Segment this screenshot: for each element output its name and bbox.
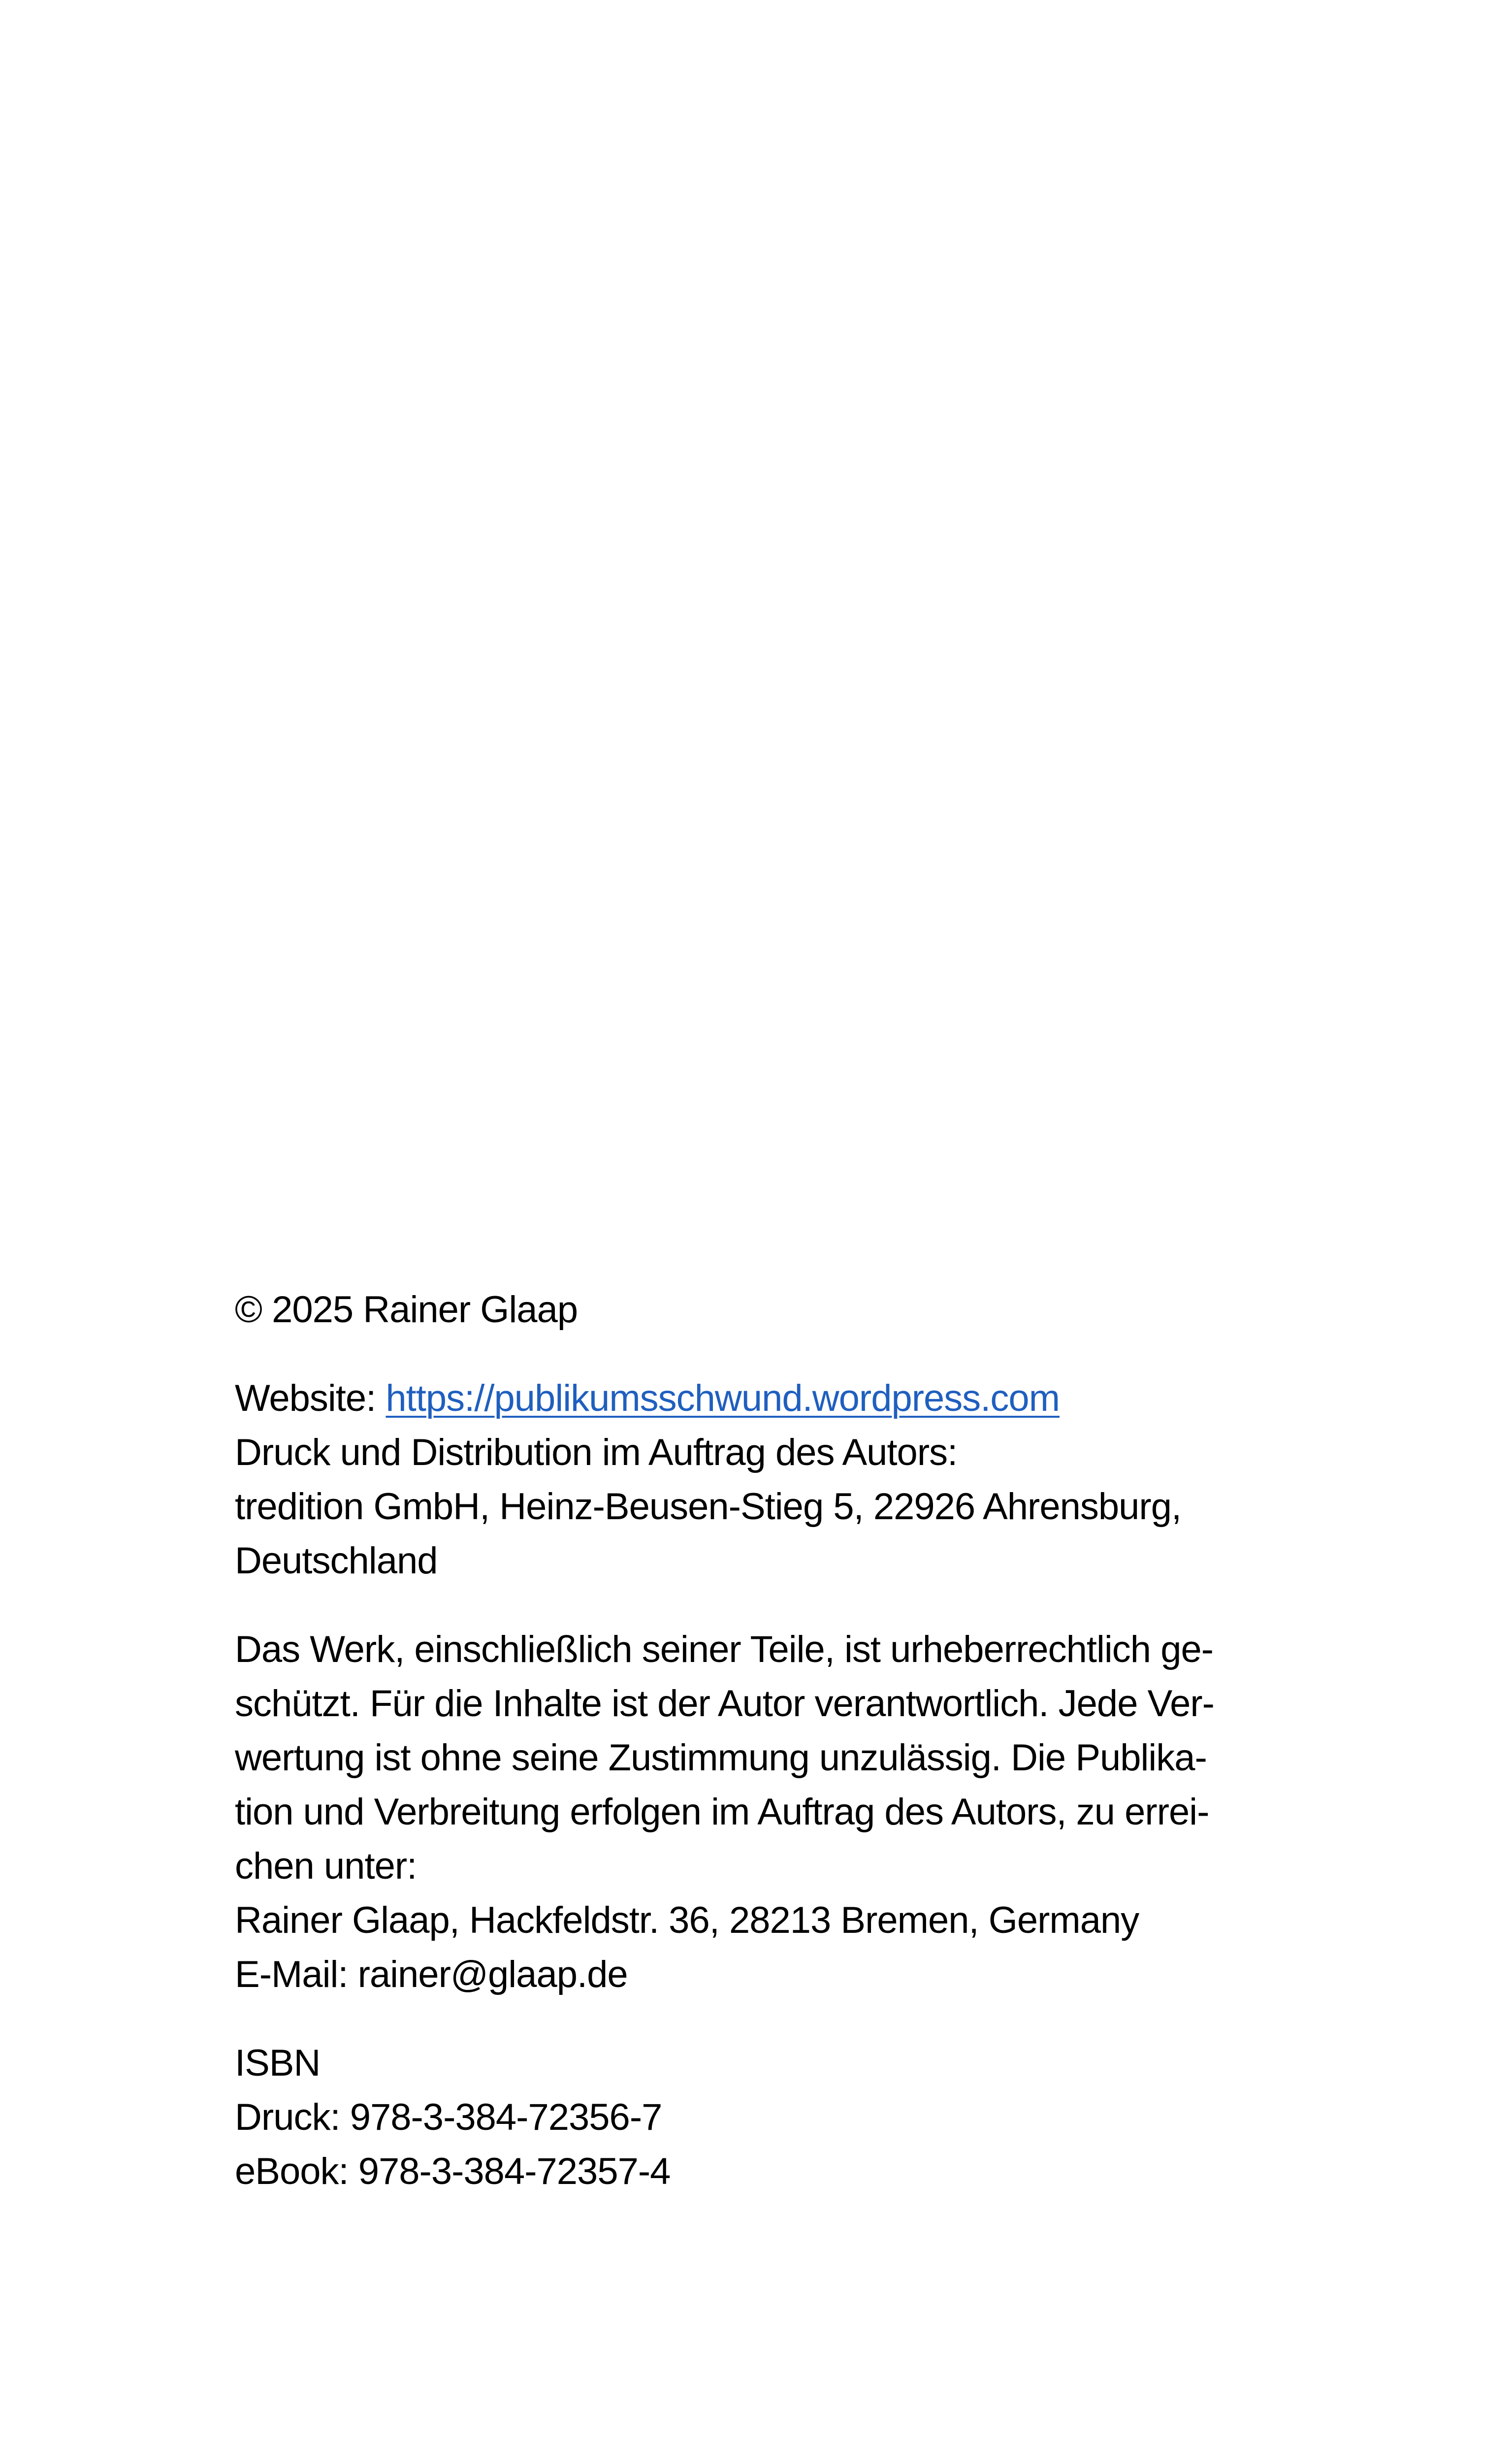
isbn-block xyxy=(235,2036,1288,2199)
rights-block xyxy=(235,1623,1288,2002)
contact-address: Rainer Glaap, Hackfeldstr. 36, 28213 Bremen, Germany xyxy=(235,1899,1139,1941)
publisher-line-3: Deutschland xyxy=(235,1540,438,1582)
publisher-line-1: Druck und Distribution im Auftrag des Autors: xyxy=(235,1432,958,1473)
rights-line-4: tion und Verbreitung erfolgen im Auftrag des Autors, zu errei- xyxy=(235,1791,1209,1833)
website-line xyxy=(235,1371,1288,1426)
spacer xyxy=(235,1588,1288,1623)
publisher-block xyxy=(235,1371,1288,1588)
spacer xyxy=(235,1337,1288,1371)
rights-line-1: Das Werk, einschließlich seiner Teile, ist urheberrechtlich ge- xyxy=(235,1629,1214,1670)
rights-line-2: schützt. Für die Inhalte ist der Autor verantwortlich. Jede Ver- xyxy=(235,1683,1214,1725)
publisher-line-2: tredition GmbH, Heinz-Beusen-Stieg 5, 22926 Ahrensburg, xyxy=(235,1486,1182,1528)
imprint-page xyxy=(235,1283,1288,2199)
rights-line-3: wertung ist ohne seine Zustimmung unzulässig. Die Publika- xyxy=(235,1737,1207,1779)
isbn-heading: ISBN xyxy=(235,2042,321,2084)
spacer xyxy=(235,2002,1288,2036)
website-link[interactable]: https://publikumsschwund.wordpress.com xyxy=(386,1377,1060,1419)
contact-email: E-Mail: rainer@glaap.de xyxy=(235,1954,628,1995)
rights-line-5: chen unter: xyxy=(235,1845,417,1887)
isbn-ebook: eBook: 978-3-384-72357-4 xyxy=(235,2150,671,2192)
copyright-line: © 2025 Rainer Glaap xyxy=(235,1289,578,1331)
website-label: Website: xyxy=(235,1377,386,1419)
isbn-print: Druck: 978-3-384-72356-7 xyxy=(235,2096,662,2138)
